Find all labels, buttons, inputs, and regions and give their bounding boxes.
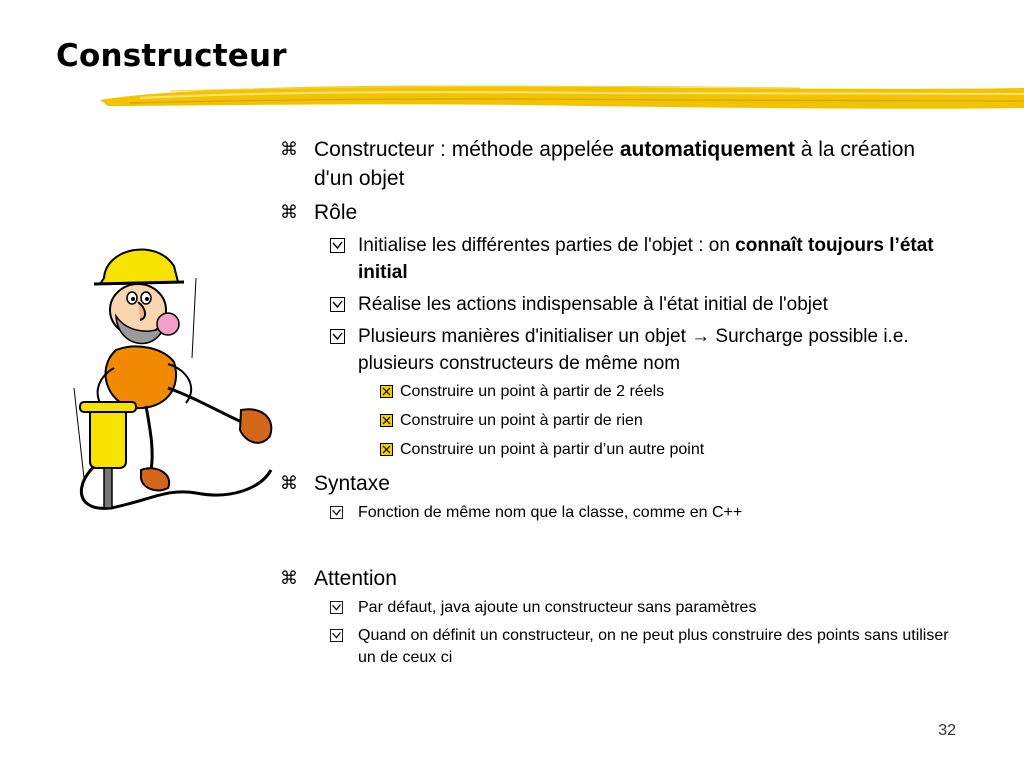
list-item: [276, 232, 956, 286]
list-item-text: Construire un point à partir d’un autre point: [400, 441, 705, 458]
list-item-text: Construire un point à partir de rien: [400, 412, 643, 429]
command-key-icon: ⌘: [280, 568, 298, 589]
list-item: [276, 291, 956, 318]
list-item: [276, 135, 956, 193]
checkbox-checked-icon: [330, 329, 345, 344]
list-item: [276, 439, 956, 461]
list-item-text: Réalise les actions indispensable à l'état initial de l'objet: [358, 294, 828, 315]
list-item-emphasis: automatiquement: [619, 138, 795, 161]
bullet-list: [276, 135, 956, 669]
list-item-emphasis: connaît toujours l’état initial: [358, 235, 934, 283]
list-item-text: Construire un point à partir de 2 réels: [400, 383, 665, 400]
checkbox-checked-icon: [330, 601, 343, 614]
checkbox-checked-icon: [330, 506, 343, 519]
list-item-text: Syntaxe: [314, 472, 390, 495]
checkbox-crossed-icon: [380, 443, 393, 456]
list-item-text: Constructeur : méthode appelée: [314, 138, 620, 161]
page-number: 32: [938, 722, 956, 739]
list-item-text: Attention: [314, 567, 397, 590]
list-item: [276, 502, 956, 524]
list-item: [276, 198, 956, 227]
construction-worker-jackhammer-illustration: [56, 238, 281, 523]
brush-stroke-decoration: [100, 78, 1024, 114]
list-item: [276, 381, 956, 403]
list-item-text: Initialise les différentes parties de l'objet : on: [358, 235, 736, 256]
list-item: [276, 564, 956, 593]
command-key-icon: ⌘: [280, 139, 298, 160]
slide-title: Constructeur: [56, 38, 287, 74]
list-item-text: Fonction de même nom que la classe, comme en C++: [358, 504, 743, 521]
command-key-icon: ⌘: [280, 202, 298, 223]
checkbox-crossed-icon: [380, 385, 393, 398]
list-item-text: Quand on définit un constructeur, on ne peut plus construire des points sans utiliser un de ceux ci: [358, 627, 949, 666]
arrow-right-icon: →: [691, 326, 711, 347]
list-item-text: Par défaut, java ajoute un constructeur sans paramètres: [358, 599, 757, 616]
checkbox-checked-icon: [330, 297, 345, 312]
list-item: [276, 469, 956, 498]
checkbox-crossed-icon: [380, 414, 393, 427]
list-item-text: Surcharge possible i.e. plusieurs constructeurs de même nom: [358, 326, 909, 374]
list-item: [276, 323, 956, 377]
list-item-text: Rôle: [314, 201, 358, 224]
list-item: [276, 410, 956, 432]
checkbox-checked-icon: [330, 238, 345, 253]
list-item: [276, 597, 956, 619]
command-key-icon: ⌘: [280, 473, 298, 494]
list-item: [276, 625, 956, 669]
list-item-text: à la création d'un objet: [314, 138, 916, 190]
checkbox-checked-icon: [330, 629, 343, 642]
list-item-text: Plusieurs manières d'initialiser un objet: [358, 326, 692, 347]
